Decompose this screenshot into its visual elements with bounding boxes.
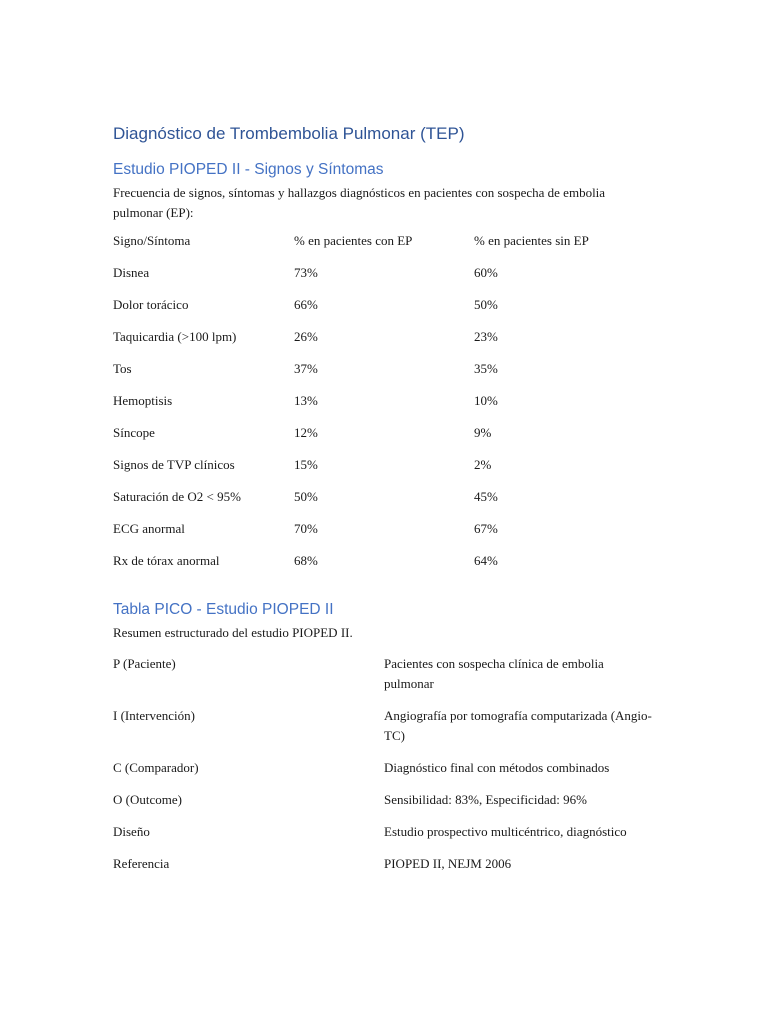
table-row — [113, 297, 673, 329]
without-ep-cell: 60% — [474, 265, 498, 280]
table-row — [113, 425, 673, 457]
pico-intro-paragraph: Resumen estructurado del estudio PIOPED II. — [113, 625, 353, 640]
with-ep-cell: 73% — [294, 265, 318, 280]
table-header-row — [113, 233, 673, 265]
sign-name-cell: Dolor torácico — [113, 297, 189, 312]
section-heading-signs: Estudio PIOPED II - Signos y Síntomas — [113, 161, 384, 178]
section-heading-pico: Tabla PICO - Estudio PIOPED II — [113, 601, 334, 618]
table-row — [113, 361, 673, 393]
without-ep-cell: 2% — [474, 457, 492, 472]
with-ep-cell: 70% — [294, 521, 318, 536]
sign-name-cell: Síncope — [113, 425, 155, 440]
signs-symptoms-table — [113, 233, 673, 585]
sign-name-cell: Saturación de O2 < 95% — [113, 489, 241, 504]
without-ep-cell: 50% — [474, 297, 498, 312]
document-title: Diagnóstico de Trombembolia Pulmonar (TEP) — [113, 124, 465, 143]
sign-name-cell: Hemoptisis — [113, 393, 173, 408]
table-row — [113, 521, 673, 553]
with-ep-cell: 66% — [294, 297, 318, 312]
without-ep-cell: 23% — [474, 329, 498, 344]
sign-name-cell: Taquicardia (>100 lpm) — [113, 329, 237, 344]
sign-name-cell: Signos de TVP clínicos — [113, 457, 235, 472]
column-header: % en pacientes con EP — [294, 233, 413, 248]
table-row — [113, 758, 653, 790]
without-ep-cell: 10% — [474, 393, 498, 408]
sign-name-cell: Disnea — [113, 265, 150, 280]
without-ep-cell: 45% — [474, 489, 498, 504]
with-ep-cell: 12% — [294, 425, 318, 440]
pico-key-cell: I (Intervención) — [113, 708, 195, 723]
pico-key-cell: P (Paciente) — [113, 656, 176, 671]
table-row — [113, 553, 673, 585]
with-ep-cell: 50% — [294, 489, 318, 504]
table-row — [113, 706, 653, 758]
table-row — [113, 489, 673, 521]
pico-value-cell: Sensibilidad: 83%, Especificidad: 96% — [384, 792, 587, 807]
pico-value-cell: Diagnóstico final con métodos combinados — [384, 760, 610, 775]
pico-value-cell: PIOPED II, NEJM 2006 — [384, 856, 512, 871]
pico-key-cell: Diseño — [113, 824, 150, 839]
column-header: % en pacientes sin EP — [474, 233, 589, 248]
table-row — [113, 790, 653, 822]
without-ep-cell: 64% — [474, 553, 498, 568]
pico-value-cell: Angiografía por tomografía computarizada (Angio-TC) — [384, 708, 652, 743]
table-row — [113, 654, 653, 706]
pico-value-cell: Pacientes con sospecha clínica de embolia pulmonar — [384, 656, 604, 691]
table-row — [113, 822, 653, 854]
table-row — [113, 854, 653, 886]
table-row — [113, 265, 673, 297]
pico-table — [113, 654, 653, 886]
with-ep-cell: 37% — [294, 361, 318, 376]
sign-name-cell: Tos — [113, 361, 132, 376]
signs-intro-paragraph: Frecuencia de signos, síntomas y hallazgos diagnósticos en pacientes con sospecha de embolia pulmonar (EP): — [113, 185, 606, 220]
pico-key-cell: O (Outcome) — [113, 792, 182, 807]
pico-key-cell: C (Comparador) — [113, 760, 199, 775]
with-ep-cell: 68% — [294, 553, 318, 568]
with-ep-cell: 15% — [294, 457, 318, 472]
table-row — [113, 457, 673, 489]
with-ep-cell: 26% — [294, 329, 318, 344]
sign-name-cell: ECG anormal — [113, 521, 185, 536]
without-ep-cell: 35% — [474, 361, 498, 376]
sign-name-cell: Rx de tórax anormal — [113, 553, 220, 568]
column-header: Signo/Síntoma — [113, 233, 191, 248]
pico-value-cell: Estudio prospectivo multicéntrico, diagnóstico — [384, 824, 627, 839]
without-ep-cell: 9% — [474, 425, 492, 440]
without-ep-cell: 67% — [474, 521, 498, 536]
table-row — [113, 393, 673, 425]
table-row — [113, 329, 673, 361]
with-ep-cell: 13% — [294, 393, 318, 408]
pico-key-cell: Referencia — [113, 856, 170, 871]
